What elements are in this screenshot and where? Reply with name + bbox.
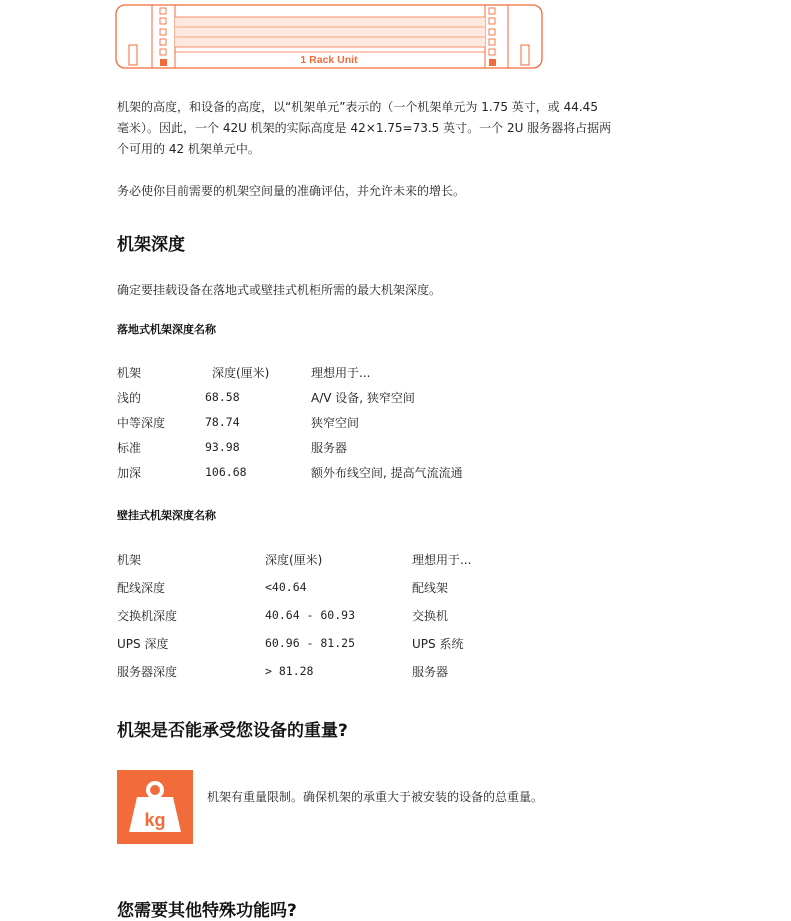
table-header-cell: 机架 [117, 553, 142, 567]
rack-unit-diagram [115, 3, 545, 71]
table-cell: 加深 [117, 466, 142, 480]
table-cell: 配线架 [412, 581, 449, 595]
table-header-cell: 机架 [117, 366, 142, 380]
table-header-cell: 理想用于... [311, 366, 371, 380]
paragraph-estimate: 务必使你目前需要的机架空间量的准确评估，并允许未来的增长。 [117, 184, 466, 198]
rack-unit-label: 1 Rack Unit [300, 54, 358, 66]
table-cell: 交换机深度 [117, 609, 178, 623]
weight-icon-label: kg [144, 810, 166, 830]
table-cell: 服务器深度 [117, 665, 178, 679]
paragraph-line: 毫米）。因此，一个 42U 机架的实际高度是 42×1.75=73.5 英寸。一个 2U 服务器将占据两 [117, 121, 612, 135]
paragraph-line: 个可用的 42 机架单元中。 [117, 142, 260, 156]
table-cell: 68.58 [205, 390, 240, 404]
paragraph-line: 机架的高度，和设备的高度，以“机架单元”表示的（一个机架单元为 1.75 英寸，或 44.45 [117, 100, 598, 114]
table-cell: 60.96 - 81.25 [265, 636, 356, 650]
table-cell: 106.68 [205, 465, 247, 479]
table-cell: 交换机 [412, 609, 449, 623]
paragraph-rack-units [117, 97, 677, 160]
table-cell: 中等深度 [117, 416, 166, 430]
table-cell: UPS 系统 [412, 637, 464, 651]
table-cell: 标准 [117, 441, 142, 455]
weight-icon [117, 770, 193, 844]
table-cell: 服务器 [412, 665, 449, 679]
table-cell: 40.64 - 60.93 [265, 608, 356, 622]
table-cell: > 81.28 [265, 664, 314, 678]
table-header-cell: 理想用于... [412, 553, 472, 567]
table-cell: UPS 深度 [117, 637, 169, 651]
table-cell: 78.74 [205, 415, 240, 429]
table-header-cell: 深度(厘米) [265, 553, 323, 567]
heading-rack-weight: 机架是否能承受您设备的重量? [117, 721, 348, 741]
table-cell: 配线深度 [117, 581, 166, 595]
floor-table-title: 落地式机架深度名称 [117, 323, 216, 336]
table-cell: <40.64 [265, 580, 307, 594]
table-cell: 浅的 [117, 391, 142, 405]
table-header-cell: 深度(厘米) [212, 366, 270, 380]
table-cell: 93.98 [205, 440, 240, 454]
weight-description: 机架有重量限制。确保机架的承重大于被安装的设备的总重量。 [207, 790, 544, 804]
table-cell: 额外布线空间, 提高气流流通 [311, 466, 463, 480]
table-cell: 狭窄空间 [311, 416, 360, 430]
depth-intro: 确定要挂载设备在落地式或壁挂式机柜所需的最大机架深度。 [117, 283, 442, 297]
heading-rack-depth: 机架深度 [117, 235, 185, 255]
table-cell: A/V 设备, 狭窄空间 [311, 391, 415, 405]
heading-special-features: 您需要其他特殊功能吗? [117, 901, 297, 921]
table-cell: 服务器 [311, 441, 348, 455]
wall-table-title: 壁挂式机架深度名称 [117, 509, 216, 522]
